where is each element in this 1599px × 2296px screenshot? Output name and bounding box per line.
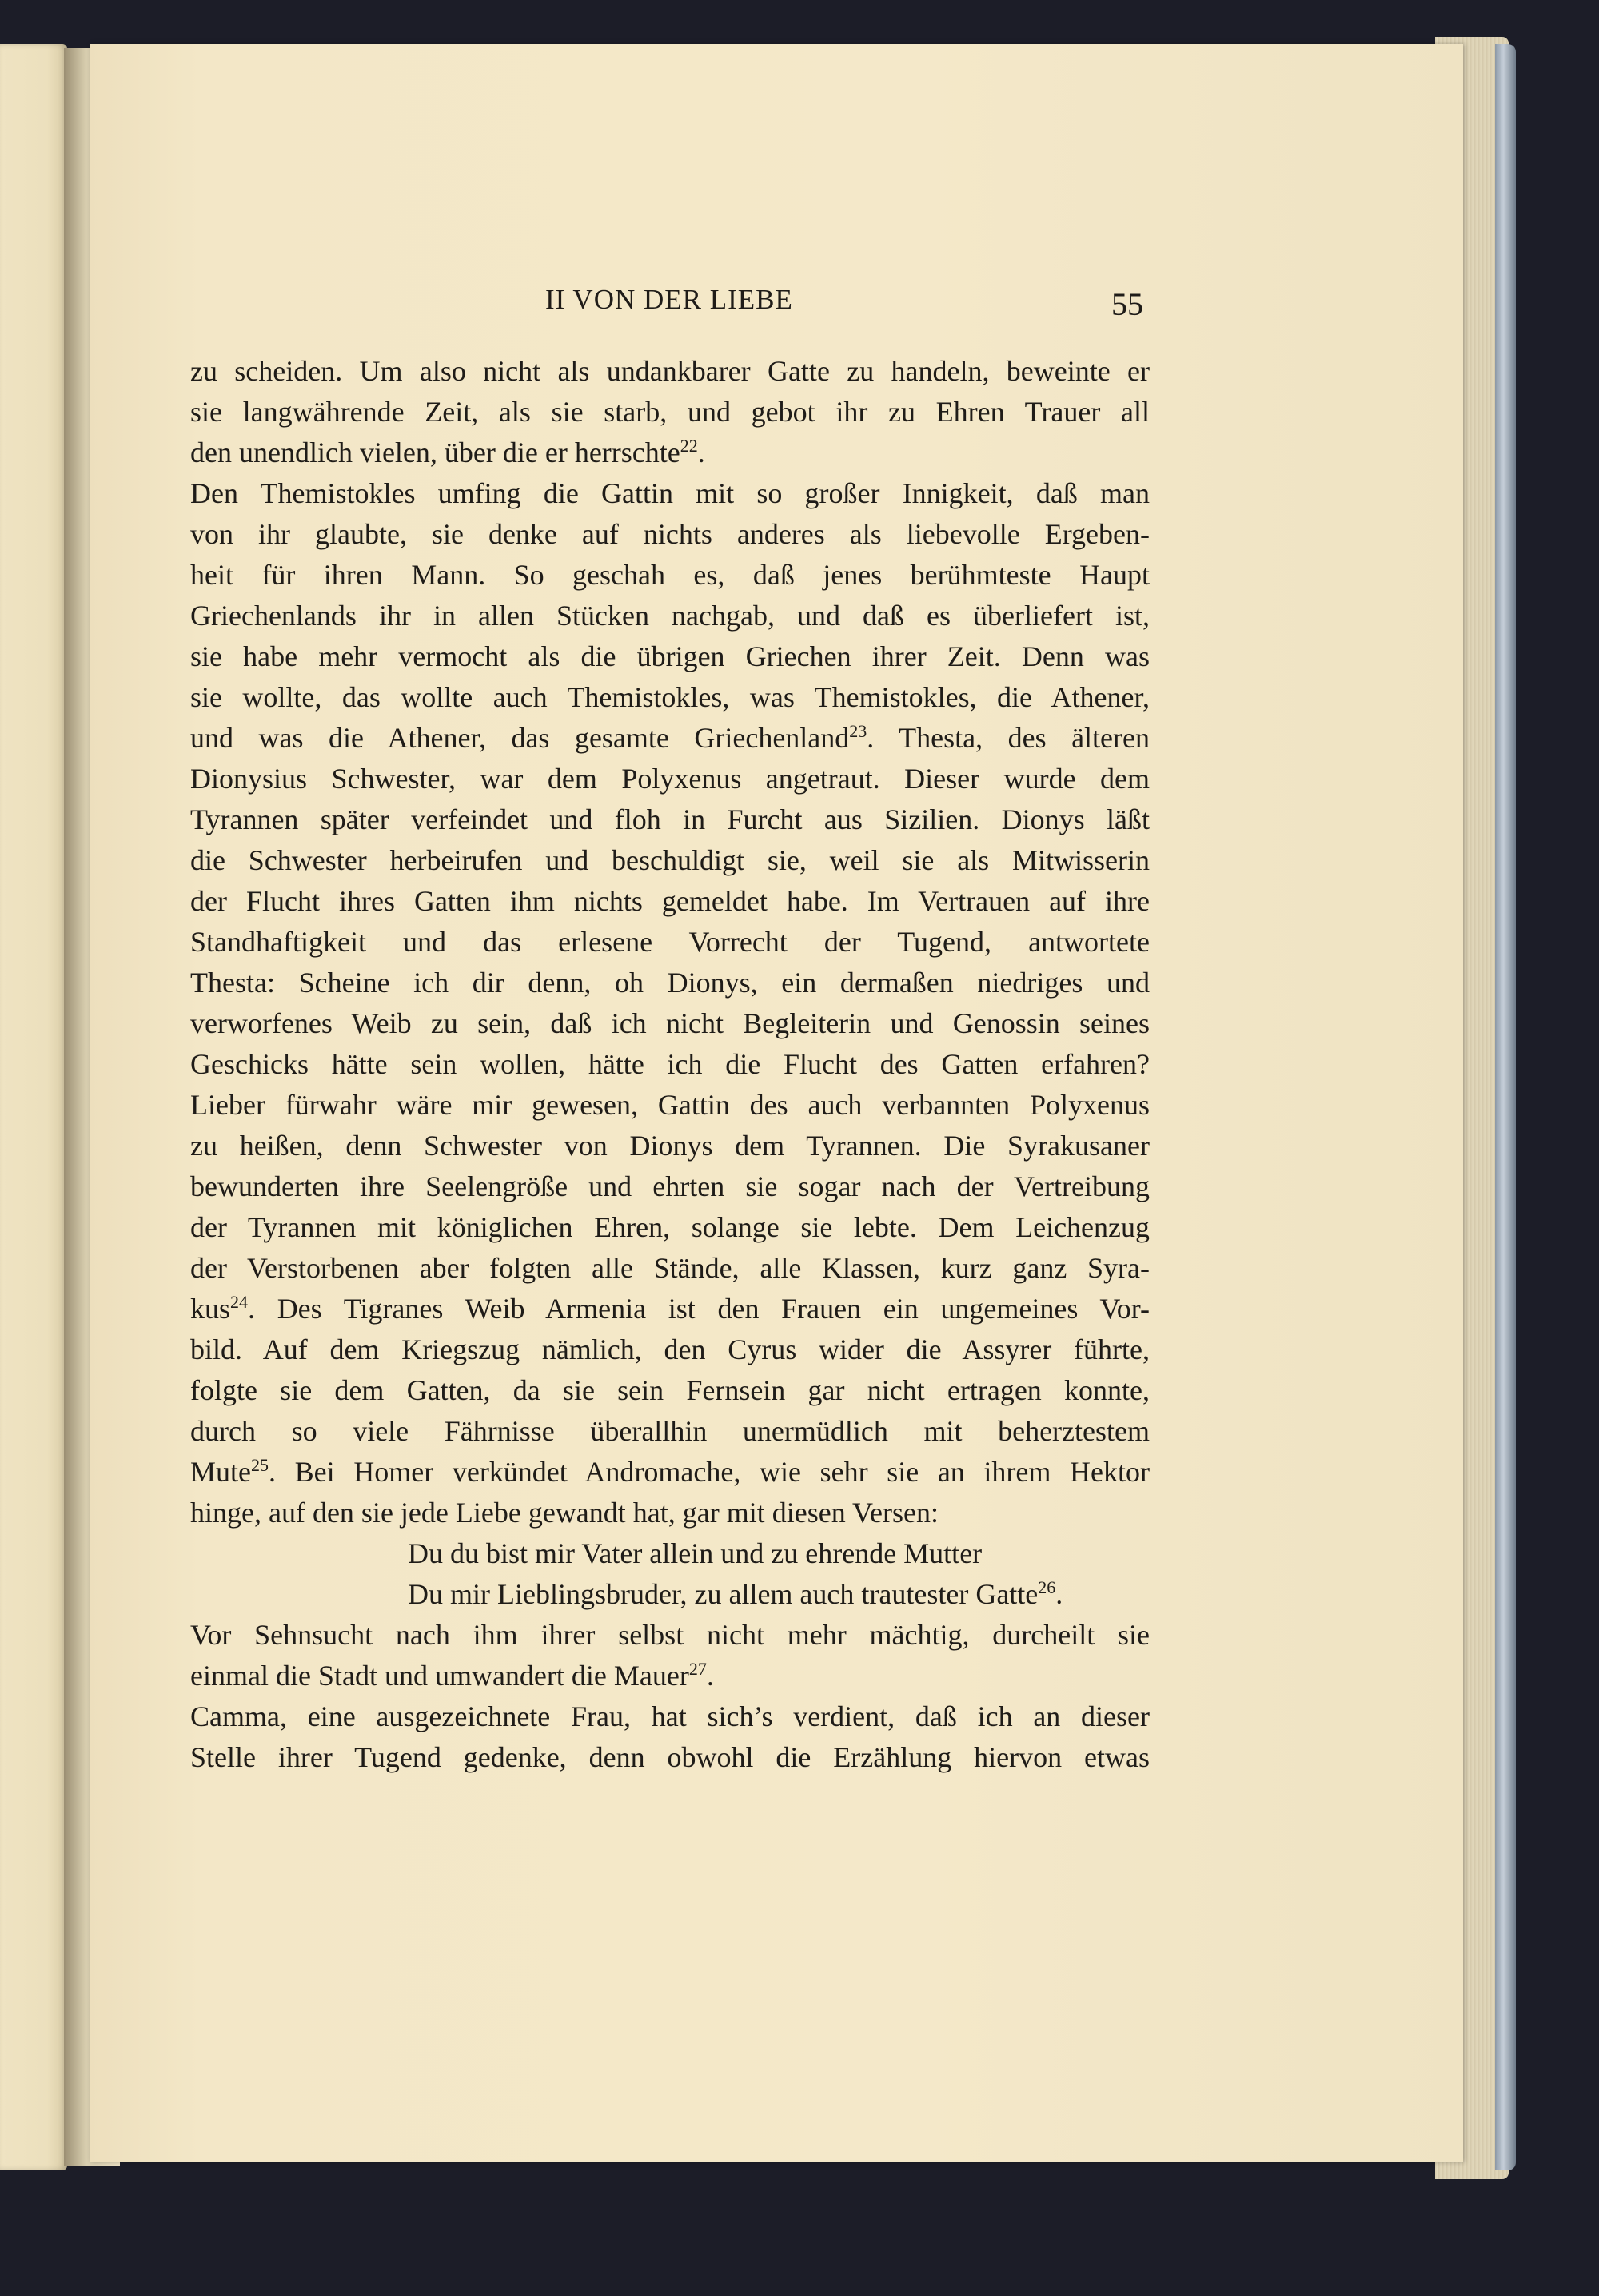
line-text: Stelle ihrer Tugend gedenke, denn obwohl die Erzählung hiervon etwas: [190, 1741, 1150, 1773]
footnote-marker: 27: [688, 1659, 707, 1679]
text-line: [190, 432, 1150, 473]
text-line: [190, 1329, 1150, 1370]
line-text: Standhaftigkeit und das erlesene Vorrecht der Tugend, antwortete: [190, 926, 1150, 958]
line-text-after-note: . Bei Homer verkündet Andromache, wie sehr sie an ihrem Hektor: [269, 1456, 1150, 1488]
line-text: Lieber fürwahr wäre mir gewesen, Gattin des auch verbannten Polyxenus: [190, 1089, 1150, 1121]
line-text: der Tyrannen mit königlichen Ehren, solange sie lebte. Dem Leichenzug: [190, 1211, 1150, 1243]
chapter-title: II VON DER LIEBE: [545, 284, 793, 315]
text-line: [190, 1615, 1150, 1656]
line-text: verworfenes Weib zu sein, daß ich nicht Begleiterin und Genossin seines: [190, 1007, 1150, 1039]
text-line: [190, 1289, 1150, 1329]
text-line: [190, 514, 1150, 555]
left-page-edge: [0, 44, 67, 2170]
text-line: [190, 1044, 1150, 1085]
line-text-after-note: .: [1055, 1578, 1063, 1610]
text-line: [190, 555, 1150, 596]
text-line: [190, 473, 1150, 514]
line-text: sie habe mehr vermocht als die übrigen Griechen ihrer Zeit. Denn was: [190, 640, 1150, 672]
text-line: [190, 1248, 1150, 1289]
line-text: die Schwester herbeirufen und beschuldigt sie, weil sie als Mitwisserin: [190, 844, 1150, 876]
line-text-after-note: .: [706, 1660, 714, 1692]
text-line: [190, 392, 1150, 432]
line-text: heit für ihren Mann. So geschah es, daß jenes berühmteste Haupt: [190, 559, 1150, 591]
line-text: Du du bist mir Vater allein und zu ehrende Mutter: [408, 1537, 983, 1569]
line-text-after-note: . Thesta, des älteren: [867, 722, 1150, 754]
text-line: [190, 922, 1150, 963]
text-line: [190, 1696, 1150, 1737]
footnote-marker: 24: [230, 1292, 249, 1312]
text-line: [190, 963, 1150, 1003]
text-line: [190, 1003, 1150, 1044]
text-line: [190, 759, 1150, 799]
page-number: 55: [1111, 286, 1143, 322]
verse-line: [190, 1574, 1150, 1615]
text-line: [190, 1737, 1150, 1778]
line-text: Du mir Lieblingsbruder, zu allem auch trautester Gatte: [408, 1578, 1039, 1610]
line-text: Camma, eine ausgezeichnete Frau, hat sich’s verdient, daß ich an dieser: [190, 1700, 1150, 1732]
line-text: Den Themistokles umfing die Gattin mit so großer Innigkeit, daß man: [190, 477, 1150, 509]
line-text: Thesta: Scheine ich dir denn, oh Dionys, ein dermaßen niedriges und: [190, 967, 1150, 999]
line-text: kus: [190, 1293, 231, 1325]
text-line: [190, 596, 1150, 636]
line-text: Geschicks hätte sein wollen, hätte ich die Flucht des Gatten erfahren?: [190, 1048, 1150, 1080]
line-text: zu heißen, denn Schwester von Dionys dem Tyrannen. Die Syrakusaner: [190, 1130, 1150, 1162]
text-line: [190, 1085, 1150, 1126]
line-text-after-note: . Des Tigranes Weib Armenia ist den Frauen ein ungemeines Vor-: [248, 1293, 1150, 1325]
footnote-marker: 23: [849, 721, 867, 741]
text-line: [190, 718, 1150, 759]
line-text: von ihr glaubte, sie denke auf nichts anderes als liebevolle Ergeben-: [190, 518, 1150, 550]
line-text: den unendlich vielen, über die er herrschte: [190, 436, 680, 468]
verse-line: [190, 1533, 1150, 1574]
footnote-marker: 25: [251, 1455, 269, 1475]
text-line: [190, 677, 1150, 718]
line-text: Mute: [190, 1456, 251, 1488]
line-text: bewunderten ihre Seelengröße und ehrten sie sogar nach der Vertreibung: [190, 1170, 1150, 1202]
body-text: [190, 351, 1150, 1778]
text-line: [190, 1370, 1150, 1411]
line-text: zu scheiden. Um also nicht als undankbarer Gatte zu handeln, beweinte er: [190, 355, 1150, 387]
line-text: hinge, auf den sie jede Liebe gewandt hat, gar mit diesen Versen:: [190, 1497, 939, 1529]
text-line: [190, 1656, 1150, 1696]
text-line: [190, 1411, 1150, 1452]
line-text-after-note: .: [697, 436, 705, 468]
line-text: der Flucht ihres Gatten ihm nichts gemeldet habe. Im Vertrauen auf ihre: [190, 885, 1150, 917]
text-line: [190, 1166, 1150, 1207]
book-page: [90, 44, 1463, 2162]
book-cover-edge: [1495, 44, 1516, 2170]
line-text: durch so viele Fährnisse überallhin unermüdlich mit beherztestem: [190, 1415, 1150, 1447]
text-line: [190, 1493, 1150, 1533]
line-text: sie wollte, das wollte auch Themistokles, was Themistokles, die Athener,: [190, 681, 1150, 713]
text-line: [190, 881, 1150, 922]
text-line: [190, 351, 1150, 392]
text-line: [190, 1207, 1150, 1248]
line-text: Dionysius Schwester, war dem Polyxenus angetraut. Dieser wurde dem: [190, 763, 1150, 795]
text-line: [190, 799, 1150, 840]
line-text: Tyrannen später verfeindet und floh in Furcht aus Sizilien. Dionys läßt: [190, 803, 1150, 835]
text-line: [190, 1126, 1150, 1166]
line-text: sie langwährende Zeit, als sie starb, und gebot ihr zu Ehren Trauer all: [190, 396, 1150, 428]
line-text: bild. Auf dem Kriegszug nämlich, den Cyrus wider die Assyrer führte,: [190, 1333, 1150, 1365]
line-text: und was die Athener, das gesamte Griechenland: [190, 722, 850, 754]
text-line: [190, 840, 1150, 881]
running-head: [90, 284, 1463, 332]
footnote-marker: 22: [680, 436, 698, 456]
line-text: der Verstorbenen aber folgten alle Stände, alle Klassen, kurz ganz Syra-: [190, 1252, 1150, 1284]
text-line: [190, 1452, 1150, 1493]
footnote-marker: 26: [1038, 1577, 1056, 1597]
line-text: Griechenlands ihr in allen Stücken nachgab, und daß es überliefert ist,: [190, 600, 1150, 632]
line-text: folgte sie dem Gatten, da sie sein Fernsein gar nicht ertragen konnte,: [190, 1374, 1150, 1406]
line-text: einmal die Stadt und umwandert die Mauer: [190, 1660, 689, 1692]
line-text: Vor Sehnsucht nach ihm ihrer selbst nicht mehr mächtig, durcheilt sie: [190, 1619, 1150, 1651]
text-line: [190, 636, 1150, 677]
